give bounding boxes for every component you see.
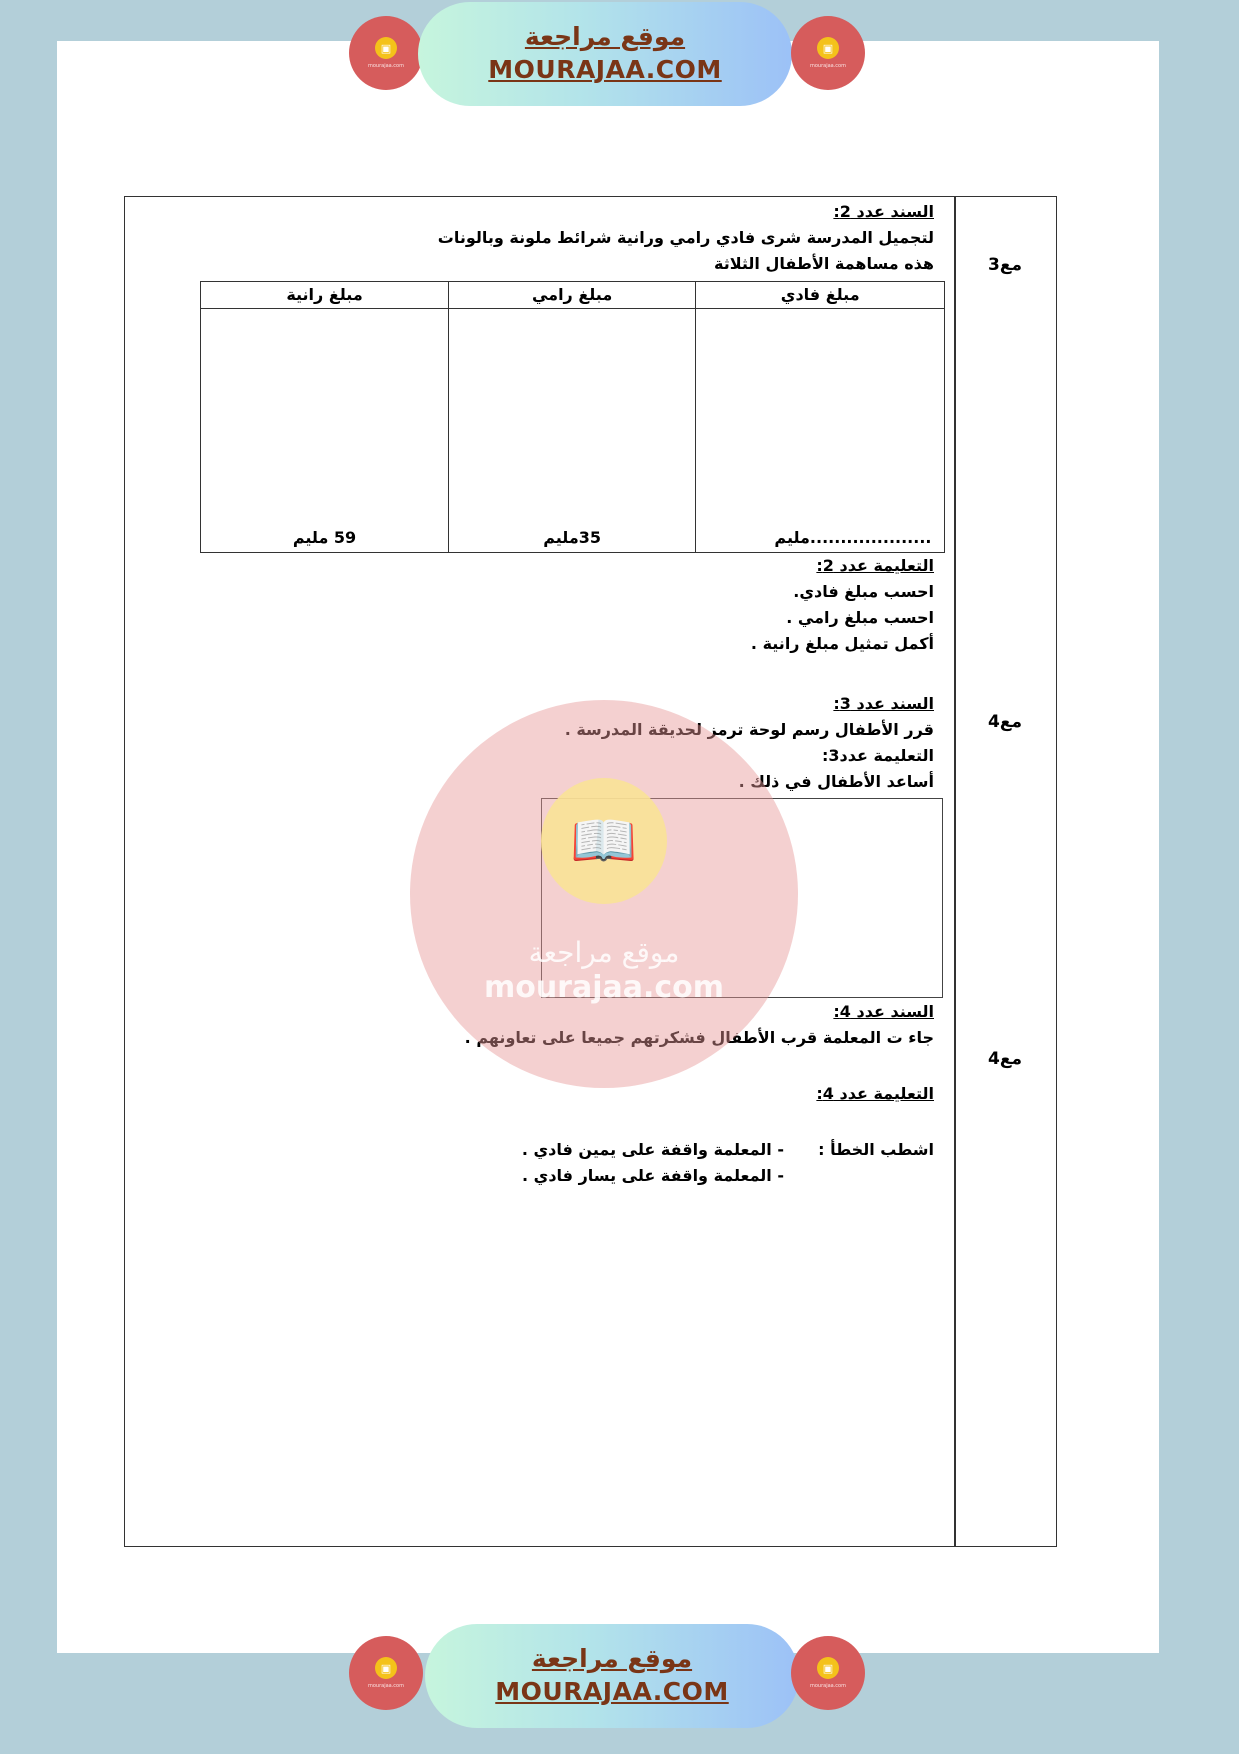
talima-2-item: أكمل تمثيل مبلغ رانية . xyxy=(750,634,934,653)
logo-badge-left xyxy=(349,1636,423,1710)
column-divider xyxy=(954,197,956,1546)
sanad-3-text: قرر الأطفال رسم لوحة ترمز لحديقة المدرسة . xyxy=(564,720,934,739)
talima-2-item: احسب مبلغ فادي. xyxy=(793,582,934,601)
book-icon: ▣ xyxy=(375,37,397,59)
site-banner-link[interactable] xyxy=(418,2,792,106)
sanad-4-title: السند عدد 4: xyxy=(833,1002,934,1021)
badge-caption: mourajaa.com xyxy=(367,1683,404,1689)
talima-2-item: احسب مبلغ رامي . xyxy=(786,608,934,627)
logo-badge-right xyxy=(791,16,865,90)
watermark-url: mourajaa.com xyxy=(483,970,725,1005)
talima-2-title: التعليمة عدد 2: xyxy=(816,556,934,575)
watermark-arabic: موقع مراجعة xyxy=(528,936,680,969)
banner-site-name: MOURAJAA.COM xyxy=(495,1677,729,1706)
column-header: مبلغ رامي xyxy=(531,285,613,304)
option-left-of-fadi[interactable]: - المعلمة واقفة على يسار فادي . xyxy=(522,1166,784,1185)
amount-value: 59 مليم xyxy=(292,528,357,547)
column-rami xyxy=(449,282,697,552)
banner-arabic-title: موقع مراجعة xyxy=(524,22,686,51)
talima-4-title: التعليمة عدد 4: xyxy=(816,1084,934,1103)
book-icon: ▣ xyxy=(817,37,839,59)
criterion-marker: مع4 xyxy=(988,712,1022,732)
logo-badge-right xyxy=(791,1636,865,1710)
talima-3-title: التعليمة عدد3: xyxy=(821,746,934,765)
column-header: مبلغ رانية xyxy=(286,285,363,304)
badge-caption: mourajaa.com xyxy=(367,63,404,69)
logo-badge-left xyxy=(349,16,423,90)
amount-value: 35مليم xyxy=(543,528,601,547)
sanad-2-text: لتجميل المدرسة شرى فادي رامي ورانية شرائط ملونة وبالونات xyxy=(437,228,934,247)
sanad-2-title: السند عدد 2: xyxy=(833,202,934,221)
sanad-3-title: السند عدد 3: xyxy=(833,694,934,713)
amounts-table xyxy=(200,281,945,553)
banner-arabic-title: موقع مراجعة xyxy=(531,1644,693,1673)
talima-3-text: أساعد الأطفال في ذلك . xyxy=(738,772,934,791)
banner-site-name: MOURAJAA.COM xyxy=(488,55,722,84)
exam-table xyxy=(124,196,1057,1547)
badge-caption: mourajaa.com xyxy=(809,1683,846,1689)
amount-blank[interactable]: ....................مليم xyxy=(774,528,932,547)
drawing-area[interactable] xyxy=(541,798,943,998)
criterion-marker: مع4 xyxy=(988,1049,1022,1069)
talima-4-instruction: اشطب الخطأ : xyxy=(818,1140,934,1159)
column-fadi xyxy=(696,282,944,552)
badge-caption: mourajaa.com xyxy=(809,63,846,69)
sanad-4-text: جاء ت المعلمة قرب الأطفال فشكرتهم جميعا على تعاونهم . xyxy=(464,1028,934,1047)
site-banner-link[interactable] xyxy=(425,1624,799,1728)
column-header: مبلغ فادي xyxy=(780,285,860,304)
column-rania xyxy=(201,282,449,552)
book-icon: ▣ xyxy=(375,1657,397,1679)
top-banner xyxy=(0,0,1239,110)
sanad-2-text-2: هذه مساهمة الأطفال الثلاثة xyxy=(714,254,934,273)
book-icon: ▣ xyxy=(817,1657,839,1679)
criterion-marker: مع3 xyxy=(988,255,1022,275)
bottom-banner xyxy=(0,1622,1239,1732)
open-book-icon: 📖 xyxy=(541,778,667,904)
option-right-of-fadi[interactable]: - المعلمة واقفة على يمين فادي . xyxy=(521,1140,784,1159)
